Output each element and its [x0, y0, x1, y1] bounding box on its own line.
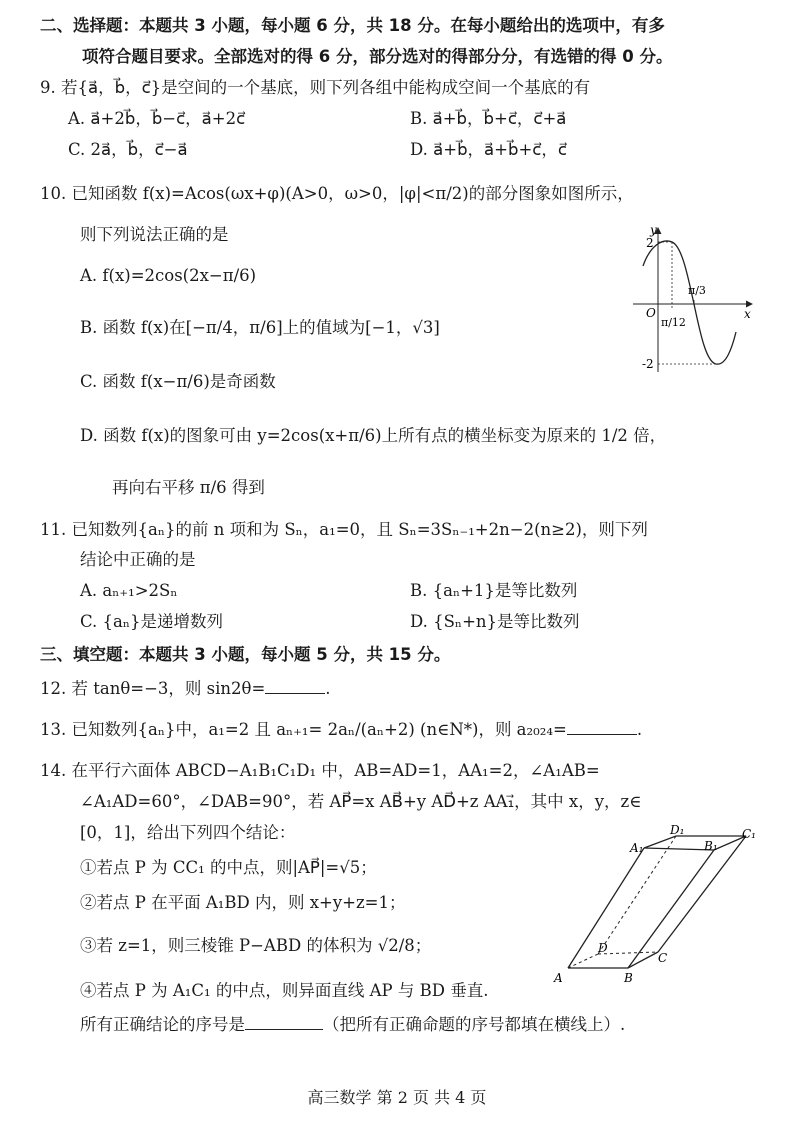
q10-option-d: D. 函数 f(x)的图象可由 y=2cos(x+π/6)上所有点的横坐标变为原来的 1/2 倍， [80, 426, 667, 445]
q9-option-d: D. a⃗+b⃗，a⃗+b⃗+c⃗，c⃗ [410, 140, 567, 159]
q10-stem-cont: 则下列说法正确的是 [80, 225, 229, 244]
q13-text [40, 720, 642, 739]
q10-option-d-cont: 再向右平移 π/6 得到 [112, 478, 265, 497]
q10-tick-pi-over-12: π/12 [661, 316, 686, 329]
q14-label-a1: A₁ [630, 841, 644, 855]
q14-label-c1: C₁ [742, 827, 756, 841]
section2-line1: 二、选择题：本题共 3 小题，每小题 6 分，共 18 分。在每小题给出的选项中，有多 [40, 16, 665, 35]
q10-y-max-label: 2 [646, 236, 654, 250]
q12-answer-blank[interactable] [265, 679, 325, 694]
q9-option-c: C. 2a⃗，b⃗，c⃗−a⃗ [68, 140, 188, 159]
q14-answer-hint: （把所有正确命题的序号都填在横线上）. [323, 1015, 626, 1034]
q14-parallelepiped-figure [548, 822, 758, 984]
q12-text [40, 679, 331, 698]
q9-option-b: B. a⃗+b⃗，b⃗+c⃗，c⃗+a⃗ [410, 109, 567, 128]
q14-answer-prompt: 所有正确结论的序号是 [80, 1015, 245, 1034]
q11-option-c: C. {aₙ}是递增数列 [80, 612, 223, 631]
q10-stem: 10. 已知函数 f(x)=Acos(ωx+φ)(A>0，ω>0，|φ|<π/2)的部分图象如图所示， [40, 184, 634, 203]
section2-line2: 项符合题目要求。全部选对的得 6 分，部分选对的得部分分，有选错的得 0 分。 [82, 47, 673, 66]
q14-conclusion-3: ③若 z=1，则三棱锥 P−ABD 的体积为 √2/8； [80, 936, 432, 955]
q11-stem-cont: 结论中正确的是 [80, 550, 196, 569]
q14-line3: [0，1]，给出下列四个结论： [80, 823, 296, 842]
page-footer: 高三数学 第 2 页 共 4 页 [307, 1088, 487, 1107]
q11-stem: 11. 已知数列{aₙ}的前 n 项和为 Sₙ，a₁=0，且 Sₙ=3Sₙ₋₁+2n−2(n≥2)，则下列 [40, 520, 648, 539]
q10-tick-pi-over-3: π/3 [688, 284, 706, 297]
q9-stem: 9. 若{a⃗，b⃗，c⃗}是空间的一个基底，则下列各组中能构成空间一个基底的有 [40, 78, 591, 97]
q11-option-d: D. {Sₙ+n}是等比数列 [410, 612, 580, 631]
q14-label-b1: B₁ [704, 839, 718, 853]
q9-option-a: A. a⃗+2b⃗，b⃗−c⃗，a⃗+2c⃗ [68, 109, 246, 128]
q13-stem: 13. 已知数列{aₙ}中，a₁=2 且 aₙ₊₁= 2aₙ/(aₙ+2) (n∈N*)，则 a₂₀₂₄= [40, 720, 567, 739]
q14-answer-blank[interactable] [245, 1015, 323, 1030]
section3-title: 三、填空题：本题共 3 小题，每小题 5 分，共 15 分。 [40, 645, 451, 664]
q14-conclusion-2: ②若点 P 在平面 A₁BD 内，则 x+y+z=1； [80, 893, 406, 912]
q10-option-a: A. f(x)=2cos(2x−π/6) [80, 266, 257, 285]
q13-period: . [636, 720, 643, 739]
q10-cosine-graph [628, 222, 758, 382]
q10-cosine-curve [643, 241, 736, 364]
q14-conclusion-4: ④若点 P 为 A₁C₁ 的中点，则异面直线 AP 与 BD 垂直. [80, 981, 489, 1000]
q10-y-min-label: -2 [642, 357, 654, 371]
q10-option-b: B. 函数 f(x)在[−π/4，π/6]上的值域为[−1，√3] [80, 318, 440, 337]
q14-label-b: B [624, 971, 633, 984]
q13-answer-blank[interactable] [567, 720, 637, 735]
q12-stem: 12. 若 tanθ=−3，则 sin2θ= [40, 679, 266, 698]
q14-line1: 14. 在平行六面体 ABCD−A₁B₁C₁D₁ 中，AB=AD=1，AA₁=2，∠A₁AB= [40, 761, 600, 780]
q14-conclusion-1: ①若点 P 为 CC₁ 的中点，则|AP⃗|=√5； [80, 858, 377, 877]
q12-period: . [325, 679, 331, 698]
q14-label-a: A [554, 971, 563, 984]
q14-label-c: C [658, 951, 668, 965]
q11-option-b: B. {aₙ+1}是等比数列 [410, 581, 578, 600]
q14-label-d1: D₁ [670, 823, 685, 837]
q14-line2: ∠A₁AD=60°，∠DAB=90°，若 AP⃗=x AB⃗+y AD⃗+z AA₁⃗，其中 x，y，z∈ [80, 792, 642, 811]
q11-option-a: A. aₙ₊₁>2Sₙ [80, 581, 178, 600]
q10-origin-label: O [646, 306, 656, 320]
q14-answer-line [80, 1015, 625, 1034]
q14-label-d: D [598, 941, 608, 955]
q10-x-label: x [744, 307, 751, 321]
q10-y-label: y [650, 223, 657, 237]
q10-option-c: C. 函数 f(x−π/6)是奇函数 [80, 372, 276, 391]
